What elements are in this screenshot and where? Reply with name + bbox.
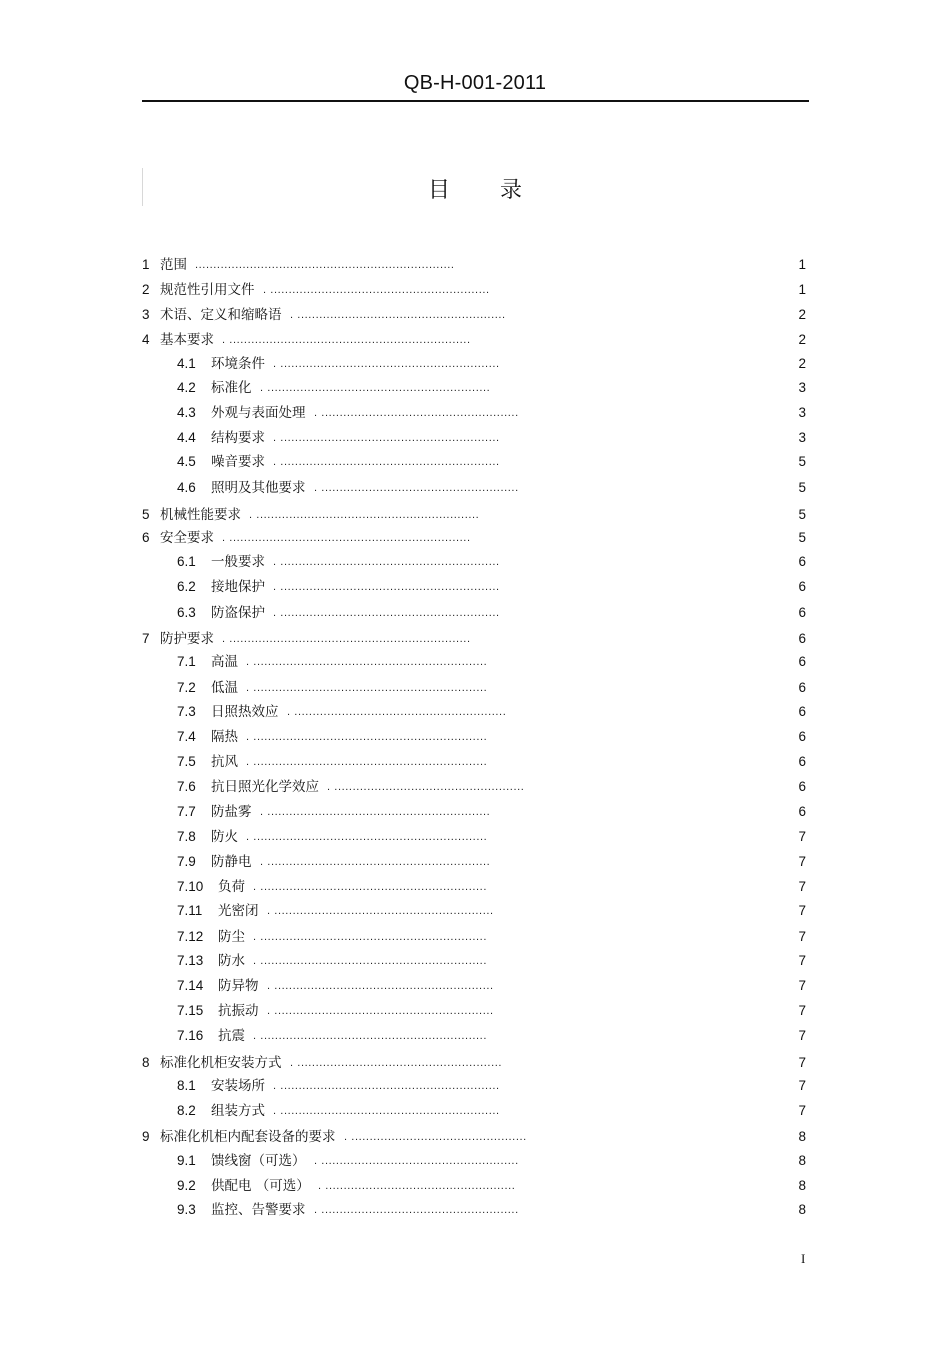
toc-entry-page: 3 (798, 380, 806, 395)
toc-entry-page: 6 (798, 779, 806, 794)
toc-entry-label: 范围 (160, 257, 187, 273)
toc-entry-page: 2 (798, 332, 806, 347)
page-number: I (801, 1251, 806, 1266)
toc-entry-leader: . ................................................................ (246, 831, 488, 843)
toc-entry-leader: . ............................................................. (260, 856, 491, 868)
toc-entry-number: 7.14 (177, 978, 204, 993)
toc-entry-label: 噪音要求 (211, 454, 265, 470)
toc-entry-label: 抗震 (218, 1028, 245, 1044)
toc-entry-leader: . ............................................................ (273, 607, 500, 619)
toc-entry-page: 3 (798, 430, 806, 445)
toc-entry-label: 术语、定义和缩略语 (160, 307, 282, 323)
toc-entry-number: 9.2 (177, 1178, 196, 1193)
toc-entry[interactable] (0, 577, 950, 597)
toc-entry-leader: . ............................................................ (267, 905, 494, 917)
toc-entry-leader: . ............................................................ (273, 358, 500, 370)
toc-entry-page: 6 (798, 554, 806, 569)
toc-entry-page: 3 (798, 405, 806, 420)
toc-entry-page: 7 (798, 953, 806, 968)
toc-entry-page: 1 (798, 257, 806, 272)
toc-entry-page: 5 (798, 507, 806, 522)
toc-entry-leader: . ...................................................... (314, 407, 519, 419)
toc-entry-label: 结构要求 (211, 430, 265, 446)
toc-entry-page: 1 (798, 282, 806, 297)
toc-entry-number: 4.1 (177, 356, 196, 371)
toc-entry-number: 6.1 (177, 554, 196, 569)
toc-entry-page: 6 (798, 754, 806, 769)
toc-entry-leader: . .................................................................. (222, 532, 471, 544)
toc-entry-page: 8 (798, 1178, 806, 1193)
toc-entry-page: 7 (798, 879, 806, 894)
toc-entry-leader: . ................................................................ (246, 682, 488, 694)
toc-entry-number: 8.1 (177, 1078, 196, 1093)
toc-entry-label: 标准化机柜内配套设备的要求 (160, 1129, 336, 1145)
toc-entry-leader: . ............................................................ (273, 556, 500, 568)
toc-entry[interactable] (0, 1026, 950, 1046)
toc-entry-label: 防尘 (218, 929, 245, 945)
toc-entry-label: 低温 (211, 680, 238, 696)
toc-entry[interactable] (0, 852, 950, 872)
toc-entry-label: 抗日照光化学效应 (211, 779, 319, 795)
toc-entry-label: 防护要求 (160, 631, 214, 647)
toc-entry-leader: . .................................................... (327, 781, 525, 793)
toc-entry-leader: . ................................................................ (246, 731, 488, 743)
toc-entry[interactable] (0, 1176, 950, 1196)
toc-entry-page: 7 (798, 929, 806, 944)
toc-entry[interactable] (0, 951, 950, 971)
toc-entry-label: 机械性能要求 (160, 507, 241, 523)
toc-entry-number: 7.12 (177, 929, 204, 944)
toc-entry-leader: . .................................................................. (222, 334, 471, 346)
toc-entry-number: 8 (142, 1055, 150, 1070)
toc-entry[interactable] (0, 1151, 950, 1171)
toc-entry[interactable] (0, 552, 950, 572)
toc-entry-page: 6 (798, 579, 806, 594)
toc-entry[interactable] (0, 827, 950, 847)
toc-entry-number: 7.7 (177, 804, 196, 819)
toc-entry-leader: . ............................................................. (260, 382, 491, 394)
toc-entry[interactable] (0, 378, 950, 398)
toc-entry-number: 7.6 (177, 779, 196, 794)
toc-entry-number: 7.4 (177, 729, 196, 744)
toc-entry-label: 负荷 (218, 879, 245, 895)
toc-entry[interactable] (0, 528, 950, 548)
toc-entry-page: 2 (798, 307, 806, 322)
toc-entry-number: 4.4 (177, 430, 196, 445)
toc-entry[interactable] (0, 280, 950, 300)
toc-entry-label: 馈线窗（可选） (211, 1153, 306, 1169)
toc-entry[interactable] (0, 629, 950, 649)
toc-entry-leader: . .......................................................... (287, 706, 507, 718)
toc-entry-label: 防水 (218, 953, 245, 969)
toc-entry-leader: . .............................................................. (253, 881, 487, 893)
toc-entry[interactable] (0, 976, 950, 996)
toc-entry-label: 防火 (211, 829, 238, 845)
toc-entry-label: 标准化机柜安装方式 (160, 1055, 282, 1071)
toc-entry-leader: . ............................................................ (273, 456, 500, 468)
toc-entry[interactable] (0, 403, 950, 423)
toc-entry-page: 5 (798, 454, 806, 469)
toc-entry[interactable] (0, 1001, 950, 1021)
document-code-header: QB-H-001-2011 (403, 72, 547, 94)
toc-entry-leader: . ............................................................. (249, 509, 480, 521)
toc-entry-number: 9 (142, 1129, 150, 1144)
toc-entry-label: 外观与表面处理 (211, 405, 306, 421)
toc-entry[interactable] (0, 478, 950, 498)
toc-entry-page: 6 (798, 605, 806, 620)
toc-entry[interactable] (0, 901, 950, 921)
toc-entry[interactable] (0, 1127, 950, 1147)
toc-entry-number: 7 (142, 631, 150, 646)
toc-entry-leader: . .............................................................. (253, 955, 487, 967)
toc-entry-page: 7 (798, 1003, 806, 1018)
toc-entry-number: 6.2 (177, 579, 196, 594)
toc-entry-number: 1 (142, 257, 150, 272)
toc-entry-number: 5 (142, 507, 150, 522)
toc-entry-label: 接地保护 (211, 579, 265, 595)
toc-entry-leader: . ............................................................ (263, 284, 490, 296)
toc-entry-leader: . ...................................................... (314, 1204, 519, 1216)
toc-entry-leader: ....................................................................... (195, 259, 455, 271)
toc-entry-label: 一般要求 (211, 554, 265, 570)
toc-entry-page: 6 (798, 680, 806, 695)
toc-entry-number: 7.13 (177, 953, 204, 968)
toc-entry-number: 7.5 (177, 754, 196, 769)
toc-entry-page: 6 (798, 654, 806, 669)
toc-entry-number: 4.6 (177, 480, 196, 495)
toc-entry-number: 8.2 (177, 1103, 196, 1118)
toc-entry-leader: . ............................................................ (273, 432, 500, 444)
toc-entry-leader: . ................................................................ (246, 656, 488, 668)
toc-entry[interactable] (0, 330, 950, 350)
toc-entry-leader: . ......................................................... (290, 309, 506, 321)
toc-entry[interactable] (0, 1076, 950, 1096)
toc-entry[interactable] (0, 727, 950, 747)
toc-entry-leader: . ...................................................... (314, 482, 519, 494)
toc-entry[interactable] (0, 505, 950, 525)
toc-entry-leader: . .................................................................. (222, 633, 471, 645)
toc-entry[interactable] (0, 1053, 950, 1073)
toc-entry-label: 高温 (211, 654, 238, 670)
toc-entry-label: 防盗保护 (211, 605, 265, 621)
toc-entry-number: 7.2 (177, 680, 196, 695)
toc-entry-page: 7 (798, 978, 806, 993)
toc-entry[interactable] (0, 752, 950, 772)
toc-entry[interactable] (0, 777, 950, 797)
toc-entry[interactable] (0, 702, 950, 722)
toc-entry-page: 8 (798, 1129, 806, 1144)
toc-entry-page: 7 (798, 1103, 806, 1118)
toc-entry-leader: . .................................................... (318, 1180, 516, 1192)
toc-entry-number: 7.9 (177, 854, 196, 869)
toc-entry-page: 7 (798, 1078, 806, 1093)
toc-entry-page: 7 (798, 854, 806, 869)
toc-entry-page: 6 (798, 704, 806, 719)
toc-entry-label: 标准化 (211, 380, 252, 396)
toc-entry[interactable] (0, 452, 950, 472)
toc-entry-page: 8 (798, 1153, 806, 1168)
toc-entry-page: 2 (798, 356, 806, 371)
toc-entry-leader: . ............................................................ (273, 581, 500, 593)
toc-entry-label: 安全要求 (160, 530, 214, 546)
toc-entry-number: 7.3 (177, 704, 196, 719)
toc-entry-number: 2 (142, 282, 150, 297)
toc-entry-leader: . ............................................................ (267, 980, 494, 992)
toc-entry-number: 7.16 (177, 1028, 204, 1043)
toc-entry-label: 日照热效应 (211, 704, 279, 720)
toc-entry-leader: . ............................................................ (273, 1105, 500, 1117)
toc-entry[interactable] (0, 678, 950, 698)
toc-entry-label: 规范性引用文件 (160, 282, 255, 298)
toc-entry-number: 9.1 (177, 1153, 196, 1168)
toc-entry-label: 基本要求 (160, 332, 214, 348)
toc-entry[interactable] (0, 255, 950, 275)
toc-entry[interactable] (0, 428, 950, 448)
toc-entry-number: 6.3 (177, 605, 196, 620)
toc-entry-leader: . ............................................................ (267, 1005, 494, 1017)
toc-entry-number: 4.3 (177, 405, 196, 420)
toc-entry-page: 8 (798, 1202, 806, 1217)
toc-entry[interactable] (0, 652, 950, 672)
toc-entry-page: 7 (798, 903, 806, 918)
toc-entry-label: 安装场所 (211, 1078, 265, 1094)
toc-entry-page: 5 (798, 530, 806, 545)
toc-entry[interactable] (0, 877, 950, 897)
toc-entry[interactable] (0, 1101, 950, 1121)
toc-entry-number: 4 (142, 332, 150, 347)
toc-entry-page: 6 (798, 729, 806, 744)
toc-entry[interactable] (0, 354, 950, 374)
toc-entry-label: 供配电 （可选） (211, 1178, 310, 1194)
toc-entry-label: 防盐雾 (211, 804, 252, 820)
toc-entry-leader: . ................................................................ (246, 756, 488, 768)
toc-entry-page: 7 (798, 1055, 806, 1070)
toc-entry-number: 9.3 (177, 1202, 196, 1217)
toc-entry-label: 隔热 (211, 729, 238, 745)
toc-entry-label: 防静电 (211, 854, 252, 870)
toc-entry-leader: . ............................................................ (273, 1080, 500, 1092)
toc-entry-number: 4.2 (177, 380, 196, 395)
toc-entry-label: 环境条件 (211, 356, 265, 372)
toc-entry-number: 7.8 (177, 829, 196, 844)
toc-entry-label: 照明及其他要求 (211, 480, 306, 496)
toc-entry-label: 光密闭 (218, 903, 259, 919)
toc-entry-page: 7 (798, 829, 806, 844)
toc-entry-leader: . ...................................................... (314, 1155, 519, 1167)
toc-entry-leader: . .............................................................. (253, 1030, 487, 1042)
toc-entry-number: 7.1 (177, 654, 196, 669)
toc-entry-label: 抗振动 (218, 1003, 259, 1019)
toc-entry[interactable] (0, 305, 950, 325)
toc-entry[interactable] (0, 802, 950, 822)
toc-entry-number: 7.10 (177, 879, 204, 894)
toc-title: 目录 (427, 178, 572, 203)
toc-entry-page: 6 (798, 631, 806, 646)
toc-entry-leader: . ................................................ (344, 1131, 527, 1143)
toc-entry-label: 抗风 (211, 754, 238, 770)
toc-entry-number: 3 (142, 307, 150, 322)
toc-entry-leader: . ........................................................ (290, 1057, 503, 1069)
toc-entry-label: 监控、告警要求 (211, 1202, 306, 1218)
toc-entry[interactable] (0, 603, 950, 623)
toc-entry-page: 7 (798, 1028, 806, 1043)
toc-entry-number: 7.15 (177, 1003, 204, 1018)
toc-entry-number: 4.5 (177, 454, 196, 469)
toc-entry-page: 6 (798, 804, 806, 819)
toc-entry-number: 7.11 (177, 903, 203, 918)
toc-entry-leader: . ............................................................. (260, 806, 491, 818)
toc-entry-leader: . .............................................................. (253, 931, 487, 943)
toc-entry[interactable] (0, 1200, 950, 1220)
toc-entry-label: 防异物 (218, 978, 259, 994)
toc-entry-number: 6 (142, 530, 150, 545)
toc-entry[interactable] (0, 927, 950, 947)
toc-entry-page: 5 (798, 480, 806, 495)
toc-entry-label: 组装方式 (211, 1103, 265, 1119)
